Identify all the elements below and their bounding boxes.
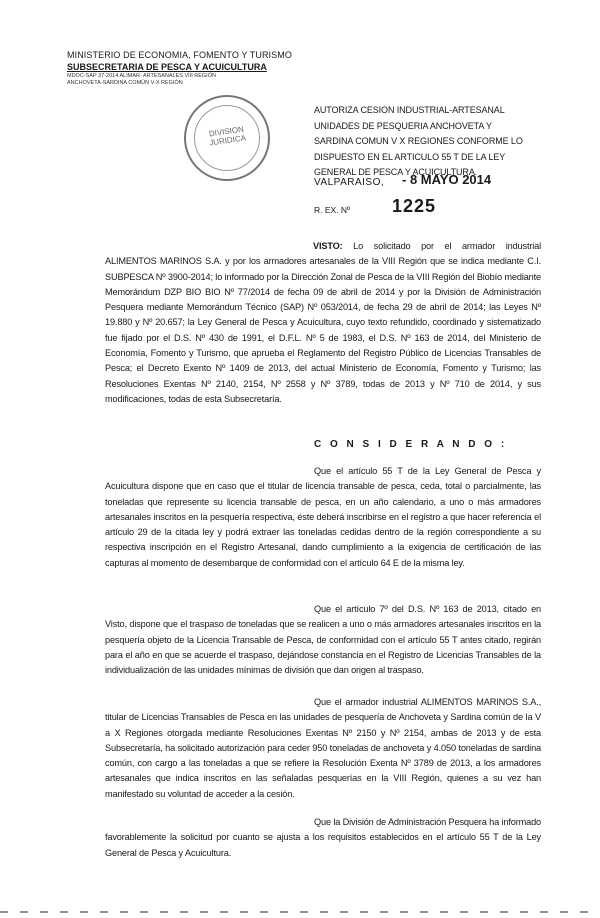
stamp-text: DIVISION JURIDICA bbox=[208, 124, 247, 148]
considerando-heading: C O N S I D E R A N D O : bbox=[314, 439, 508, 450]
visto-section bbox=[105, 239, 541, 407]
considerando-paragraph-4 bbox=[105, 815, 541, 861]
visto-text: Lo solicitado por el armador industrial ALIMENTOS MARINOS S.A. y por los armadores artesanales de la VIII Región que se indica mediante C.I. SUBPESCA Nº 3900-2014; lo informado por la Dirección Zonal de Pesca de la VIII Región del Biobío mediante Memorándum DZP BIO BIO Nº 77/2014 de fecha 09 de abril de 2014 y por la División de Administración Pesquera mediante Memorándum Técnico (SAP) Nº 053/2014, de fecha 29 de abril de 2014; las Leyes Nº 19.880 y Nº 20.657; la Ley General de Pesca y Acuicultura, cuyo texto refundido, coordinado y sistematizado fue fijado por el D.S. Nº 430 de 1991, el D.F.L. Nº 5 de 1983, el D.S. Nº 163 de 2014, del Ministerio de Economía, Fomento y Turismo, que aprueba el Reglamento del Registro Público de Licencias Transables de Pesca; el Decreto Exento Nº 1409 de 2013, del actual Ministerio de Economía, Fomento y Turismo; las Resoluciones Exentas Nº 2140, 2154, Nº 2558 y Nº 3789, todas de 2013 y Nº 710 de 2014, y sus modificaciones, todas de esta Subsecretaría. bbox=[105, 241, 541, 404]
paragraph-text: Que la División de Administración Pesquera ha informado favorablemente la solicitud por cuanto se ajusta a los requisitos establecidos en el artículo 55 T de la Ley General de Pesca y Acuicultura. bbox=[105, 817, 541, 858]
scan-edge-artifact bbox=[0, 911, 600, 913]
resolution-subject: AUTORIZA CESION INDUSTRIAL-ARTESANAL UNIDADES DE PESQUERIA ANCHOVETA Y SARDINA COMUN V X REGIONES CONFORME LO DISPUESTO EN EL ARTICULO 55 T DE LA LEY GENERAL DE PESCA Y ACUICULTURA. bbox=[314, 105, 523, 177]
reference-line-1: MDOC-SAP 37-2014 ALIMAR- ARTESANALES VIII REGIÓN bbox=[67, 73, 216, 79]
place-label: VALPARAISO, bbox=[314, 177, 385, 188]
paragraph-text: Que el armador industrial ALIMENTOS MARINOS S.A., titular de Licencias Transables de Pesca en las unidades de pesquería de Anchoveta y Sardina común de la V a X Regiones otorgada mediante Resoluciones Exentas Nº 2150 y Nº 2154, ambas de 2013 y de esta Subsecretaría, ha solicitado autorización para ceder 950 toneladas de anchoveta y 4.050 toneladas de sardina común, con cargo a las toneladas a que se refiere la Resolución Exenta Nº 3789 de 2013, a los armadores artesanales que indica inscritos en las señaladas pesquerías en la VIII Región, quienes a su vez han manifestado su voluntad de acceder a la cesión. bbox=[105, 697, 541, 799]
ministry-name: MINISTERIO DE ECONOMIA, FOMENTO Y TURISMO bbox=[67, 50, 292, 60]
paragraph-text: Que el artículo 7º del D.S. Nº 163 de 2013, citado en Visto, dispone que el traspaso de toneladas que se realicen a uno o más armadores artesanales inscritos en la pesquería objeto de la Licencia Transable de Pesca, de conformidad con el artículo 55 T antes citado, regirán para el año en que se acuerde el traspaso, dejándose constancia en el Registro de Licencias Transables de la individualización de las unidades mínimas de división que dan origen al traspaso. bbox=[105, 604, 541, 676]
date-stamp: - 8 MAYO 2014 bbox=[402, 172, 492, 187]
resolution-number: 1225 bbox=[392, 196, 437, 216]
letterhead bbox=[67, 50, 307, 87]
paragraph-text: Que el artículo 55 T de la Ley General de Pesca y Acuicultura dispone que en caso que el titular de licencia transable de pesca, ceda, total o parcialmente, las toneladas que represente su licencia transable de pesca, en un año calendario, a uno o más armadores artesanales inscritos en la pesquería respectiva, éste deberá inscribirse en el registro a que hacer referencia el artículo 29 de la citada ley y podrá extraer las toneladas cedidas dentro de la región correspondiente a su respectiva inscripción en el Registro Artesanal, dando cumplimiento a la exigencia de certificación de las capturas al momento de desembarque de conformidad con el artículo 64 E de la misma ley. bbox=[105, 466, 541, 568]
reference-line-2: ANCHOVETA-SARDINA COMÚN V-X REGIÓN bbox=[67, 80, 183, 86]
considerando-paragraph-1 bbox=[105, 464, 541, 571]
visto-lead: VISTO: bbox=[313, 241, 343, 251]
division-juridica-stamp bbox=[184, 95, 270, 181]
considerando-paragraph-2 bbox=[105, 602, 541, 678]
visto-paragraph bbox=[105, 239, 541, 407]
considerando-paragraph-3 bbox=[105, 695, 541, 802]
resolution-number-label: R. EX. Nº bbox=[314, 205, 351, 215]
subsecretaria-name: SUBSECRETARIA DE PESCA Y ACUICULTURA bbox=[67, 62, 267, 72]
